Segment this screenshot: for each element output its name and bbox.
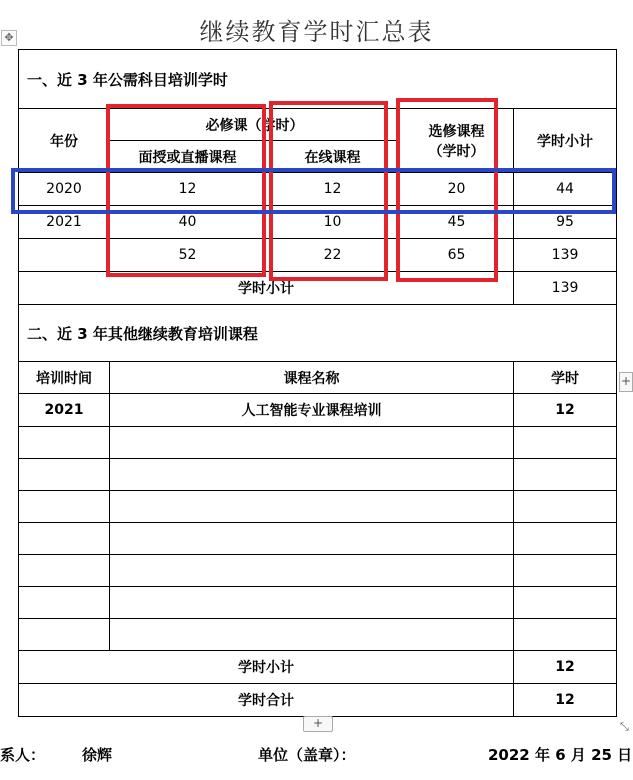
add-column-icon[interactable]: + <box>619 372 633 392</box>
table-row <box>19 394 617 427</box>
cell-course-name[interactable] <box>110 555 514 587</box>
cell-course-name[interactable] <box>110 523 514 555</box>
header-face: 面授或直播课程 <box>110 141 266 173</box>
cell-training-time[interactable] <box>19 459 110 491</box>
section2-total-label: 学时合计 <box>19 684 514 717</box>
table-move-handle-icon[interactable]: ✥ <box>1 30 17 46</box>
cell-hours[interactable] <box>514 427 617 459</box>
cell-subtotal[interactable]: 139 <box>514 239 617 272</box>
header-course-name: 课程名称 <box>110 362 514 394</box>
summary-table <box>18 49 617 717</box>
header-elective <box>400 109 514 173</box>
header-elective-line2: （学时） <box>428 143 485 160</box>
cell-subtotal[interactable]: 44 <box>514 173 617 206</box>
cell-training-time[interactable]: 2021 <box>19 394 110 427</box>
cell-training-time[interactable] <box>19 587 110 619</box>
table-row <box>19 459 617 491</box>
cell-course-name[interactable] <box>110 459 514 491</box>
footer-contact-label: 系人： <box>0 746 46 764</box>
header-training-time: 培训时间 <box>19 362 110 394</box>
cell-course-name[interactable] <box>110 491 514 523</box>
table-row <box>19 555 617 587</box>
header-elective-line1: 选修课程 <box>428 123 485 140</box>
cell-year[interactable]: 2021 <box>19 206 110 239</box>
section2-subtotal-label: 学时小计 <box>19 651 514 684</box>
cell-course-name[interactable] <box>110 427 514 459</box>
header-required: 必修课（学时） <box>110 109 400 141</box>
cell-course-name[interactable]: 人工智能专业课程培训 <box>110 394 514 427</box>
header-subtotal: 学时小计 <box>514 109 617 173</box>
cell-training-time[interactable] <box>19 523 110 555</box>
cell-hours[interactable] <box>514 555 617 587</box>
cell-hours[interactable] <box>514 459 617 491</box>
cell-elective[interactable]: 45 <box>400 206 514 239</box>
cell-course-name[interactable] <box>110 587 514 619</box>
section2-heading: 二、近 3 年其他继续教育培训课程 <box>19 305 617 362</box>
table-row <box>19 173 617 206</box>
cell-hours[interactable]: 12 <box>514 394 617 427</box>
cell-online[interactable]: 10 <box>266 206 400 239</box>
cell-hours[interactable] <box>514 523 617 555</box>
cell-elective[interactable]: 65 <box>400 239 514 272</box>
cell-training-time[interactable] <box>19 491 110 523</box>
add-row-icon[interactable]: + <box>303 716 333 732</box>
header-year: 年份 <box>19 109 110 173</box>
footer-contact-name: 徐辉 <box>82 746 113 764</box>
table-row <box>19 239 617 272</box>
section1-total-label: 学时小计 <box>19 272 514 305</box>
table-row <box>19 523 617 555</box>
table-resize-icon[interactable]: ⤡ <box>620 720 629 733</box>
cell-training-time[interactable] <box>19 555 110 587</box>
table-row <box>19 587 617 619</box>
section1-heading: 一、近 3 年公需科目培训学时 <box>19 50 617 109</box>
cell-subtotal[interactable]: 95 <box>514 206 617 239</box>
cell-year[interactable] <box>19 239 110 272</box>
footer-date: 2022 年 6 月 25 日 <box>488 746 633 764</box>
table-row <box>19 491 617 523</box>
header-online: 在线课程 <box>266 141 400 173</box>
cell-training-time[interactable] <box>19 619 110 651</box>
section2-total-value[interactable]: 12 <box>514 684 617 717</box>
section2-subtotal-value[interactable]: 12 <box>514 651 617 684</box>
header-hours: 学时 <box>514 362 617 394</box>
table-row <box>19 619 617 651</box>
cell-hours[interactable] <box>514 619 617 651</box>
cell-online[interactable]: 22 <box>266 239 400 272</box>
cell-hours[interactable] <box>514 491 617 523</box>
table-row <box>19 427 617 459</box>
footer-unit-label: 单位（盖章）： <box>258 746 356 764</box>
section1-total-value[interactable]: 139 <box>514 272 617 305</box>
cell-face[interactable]: 12 <box>110 173 266 206</box>
cell-training-time[interactable] <box>19 427 110 459</box>
cell-elective[interactable]: 20 <box>400 173 514 206</box>
table-row <box>19 206 617 239</box>
document-title: 继续教育学时汇总表 <box>199 18 434 46</box>
cell-face[interactable]: 52 <box>110 239 266 272</box>
cell-course-name[interactable] <box>110 619 514 651</box>
cell-online[interactable]: 12 <box>266 173 400 206</box>
cell-year[interactable]: 2020 <box>19 173 110 206</box>
cell-hours[interactable] <box>514 587 617 619</box>
cell-face[interactable]: 40 <box>110 206 266 239</box>
